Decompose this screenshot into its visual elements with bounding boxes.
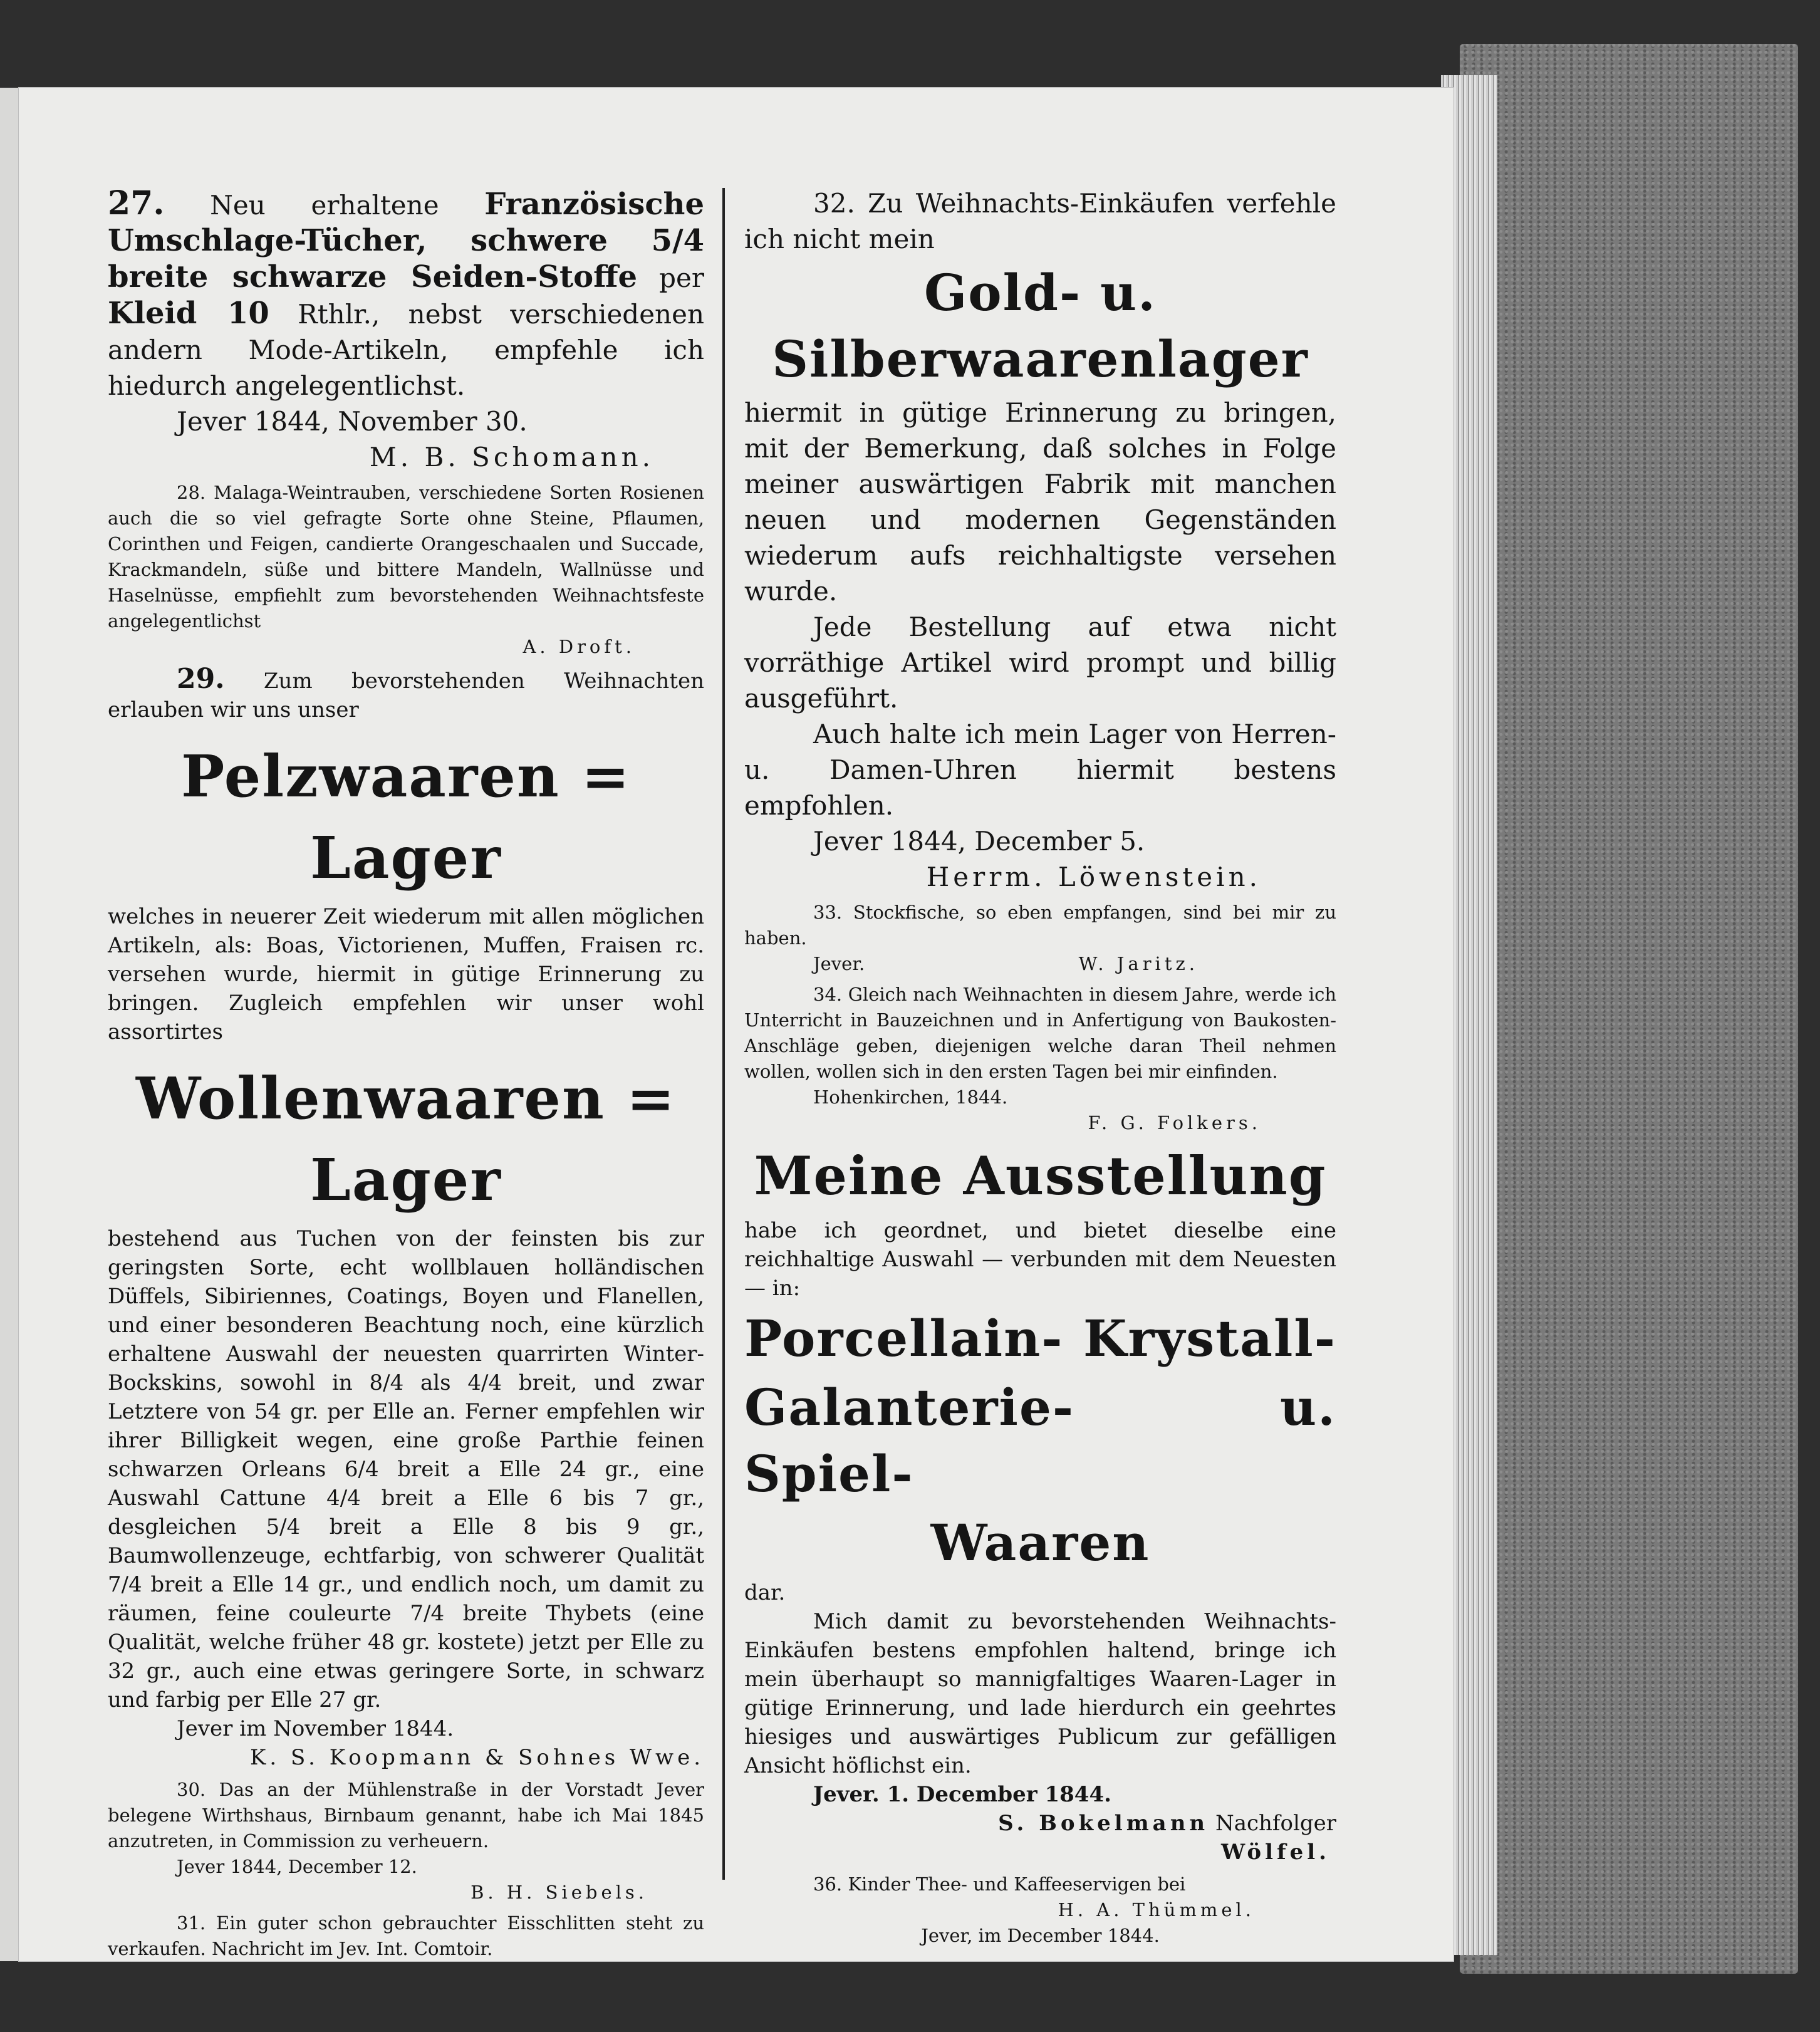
ad-27 [108, 185, 704, 475]
ad-34 [744, 982, 1336, 1136]
ad-30-text: 30. Das an der Mühlenstraße in der Vorstadt Jever belegene Wirthshaus, Birnbaum genannt, habe ich Mai 1845 anzutreten, in Commission zu verheuern. [108, 1779, 704, 1852]
ad-27-lead: Neu erhaltene [210, 190, 439, 221]
ad-35-para: Mich damit zu bevorstehenden Weihnachts-Einkäufen bestens empfohlen haltend, bringe ich mein überhaupt so mannigfaltiges Waaren-Lager in gütige Erinnerung, und lade hierdurch ein geehrtes hiesiges und auswärtiges Publicum zur gefälligen Ansicht höflichst ein. [744, 1609, 1336, 1778]
ad-29 [108, 665, 704, 1772]
ad-27-goods: Französische Umschlage-Tücher, schwere 5/4 breite schwarze Seiden-Stoffe [108, 187, 704, 294]
ad-36 [744, 1872, 1336, 1949]
ad-33 [744, 900, 1336, 977]
ad-32-title: Gold- u. Silberwaarenlager [772, 263, 1309, 388]
ad-29-number: 29. [177, 663, 225, 695]
ad-36-signature: H. A. Thümmel. [1058, 1899, 1255, 1920]
ad-34-text: 34. Gleich nach Weihnachten in diesem Jahre, werde ich Unterricht in Bauzeichnen und in Anfertigung von Baukosten-Anschläge geben, diejenigen welche daran Theil nehmen wollen, wollen sich in den ersten Tagen bei mir einfinden. [744, 984, 1336, 1082]
ad-35-signature-name: Wölfel. [1220, 1840, 1330, 1865]
ad-29-intro: Zum bevorstehenden Weihnachten erlauben wir uns unser [108, 669, 704, 722]
column-rule [722, 188, 725, 1880]
ad-36-text: 36. Kinder Thee- und Kaffeeservigen bei [813, 1873, 1186, 1895]
ad-33-place: Jever. [813, 953, 865, 974]
ad-35-goods-line-3: Waaren [930, 1513, 1150, 1572]
ad-27-signature: M. B. Schomann. [369, 442, 654, 472]
ad-34-signature: F. G. Folkers. [1088, 1112, 1261, 1133]
ad-35-signature-successor: Nachfolger [1215, 1811, 1336, 1836]
ad-27-rest: Rthlr., nebst verschiedenen andern Mode-Artikeln, empfehle ich hiedurch angelegentlichst. [108, 299, 704, 401]
ad-32-signature: Herrm. Löwenstein. [926, 862, 1261, 892]
ad-33-text: 33. Stockfische, so eben empfangen, sind bei mir zu haben. [744, 902, 1336, 949]
ad-29-para-1: welches in neuerer Zeit wiederum mit allen möglichen Artikeln, als: Boas, Victorienen, Muffen, Fraisen rc. versehen wurde, hiermit in gütige Erinnerung zu bringen. Zugleich empfehlen wir unser wohl assortirtes [108, 904, 704, 1045]
ad-35-goods-line-1: Porcellain- Krystall- [744, 1309, 1336, 1368]
left-column [108, 185, 704, 1962]
ad-31-text: 31. Ein guter schon gebrauchter Eisschlitten steht zu verkaufen. Nachricht im Jev. Int. Comtoir. [108, 1912, 704, 1959]
ad-32-para-3: Auch halte ich mein Lager von Herren- u. Damen-Uhren hiermit bestens empfohlen. [744, 719, 1336, 821]
ad-35-intro: habe ich geordnet, und bietet dieselbe eine reichhaltige Auswahl — verbunden mit dem Neuesten — in: [744, 1218, 1336, 1301]
ad-27-date: Jever 1844, November 30. [177, 406, 528, 437]
book-cover [1460, 44, 1798, 1974]
ad-35-goods-line-2: Galanterie- u. Spiel- [744, 1378, 1336, 1503]
ad-28 [108, 480, 704, 660]
ad-31 [108, 1910, 704, 1962]
ad-35-date: Jever. 1. December 1844. [813, 1782, 1111, 1807]
ad-32 [744, 185, 1336, 895]
ad-29-signature: K. S. Koopmann & Sohnes Wwe. [250, 1745, 704, 1770]
ad-36-date: Jever, im December 1844. [921, 1925, 1160, 1946]
ad-29-title-fur: Pelzwaaren = Lager [181, 742, 631, 892]
ad-32-para-2: Jede Bestellung auf etwa nicht vorräthige Artikel wird prompt und billig ausgeführt. [744, 612, 1336, 714]
ad-28-signature: A. Droft. [523, 636, 635, 657]
ad-32-intro: 32. Zu Weihnachts-Einkäufen verfehle ich nicht mein [744, 188, 1336, 254]
ad-29-para-2: bestehend aus Tuchen von der feinsten bis zur geringsten Sorte, echt wollblauen holländischen Düffels, Sibiriennes, Coatings, Boyen und Flanellen, und einer besonderen Beachtung noch, eine kürzlich erhaltene Auswahl der neuesten quarrirten Winter-Bockskins, sowohl in 8/4 als 4/4 breit, und zwar Letztere von 54 gr. per Elle an. Ferner empfehlen wir ihrer Billigkeit wegen, eine große Parthie feinen schwarzen Orleans 6/4 breit a Elle 24 gr., eine Auswahl Cattune 4/4 breit a Elle 6 bis 7 gr., desgleichen 5/4 breit a Elle 8 bis 9 gr., Baumwollenzeuge, echtfarbig, von schwerer Qualität 7/4 breit a Elle 14 gr., und endlich noch, um damit zu räumen, feine couleurte 7/4 breite Thybets (eine Qualität, welche früher 48 gr. kostete) jetzt per Elle zu 32 gr., auch eine etwas geringere Sorte, in schwarz und farbig per Elle 27 gr. [108, 1226, 704, 1712]
ad-35-dar: dar. [744, 1580, 786, 1605]
ad-30 [108, 1777, 704, 1905]
right-column [744, 185, 1336, 1949]
ad-30-signature: B. H. Siebels. [471, 1882, 648, 1903]
ad-34-date: Hohenkirchen, 1844. [813, 1086, 1008, 1108]
ad-32-para-1: hiermit in gütige Erinnerung zu bringen, mit der Bemerkung, daß solches in Folge meiner auswärtigen Fabrik mit manchen neuen und modernen Gegenständen wiederum aufs reichhaltigste versehen wurde. [744, 397, 1336, 607]
ad-27-per: per [659, 263, 704, 293]
ad-32-date: Jever 1844, December 5. [813, 826, 1145, 857]
ad-27-price: Kleid 10 [108, 296, 269, 331]
ad-35 [744, 1141, 1336, 1867]
ad-30-date: Jever 1844, December 12. [177, 1856, 417, 1877]
ad-35-signature-firm: S. Bokelmann [998, 1811, 1209, 1836]
ad-33-signature: W. Jaritz. [1078, 953, 1199, 974]
ad-35-title: Meine Ausstellung [754, 1145, 1327, 1207]
ad-27-number: 27. [108, 184, 165, 222]
ad-29-date: Jever im November 1844. [177, 1716, 454, 1741]
ad-28-text: 28. Malaga-Weintrauben, verschiedene Sorten Rosienen auch die so viel gefragte Sorte ohne Steine, Pflaumen, Corinthen und Feigen, candierte Orangeschaalen und Succade, Krackmandeln, süße und bittere Mandeln, Wallnüsse und Haselnüsse, empfiehlt zum bevorstehenden Weihnachtsfeste angelegentlichst [108, 482, 704, 632]
ad-29-title-wool: Wollenwaaren = Lager [136, 1065, 676, 1214]
